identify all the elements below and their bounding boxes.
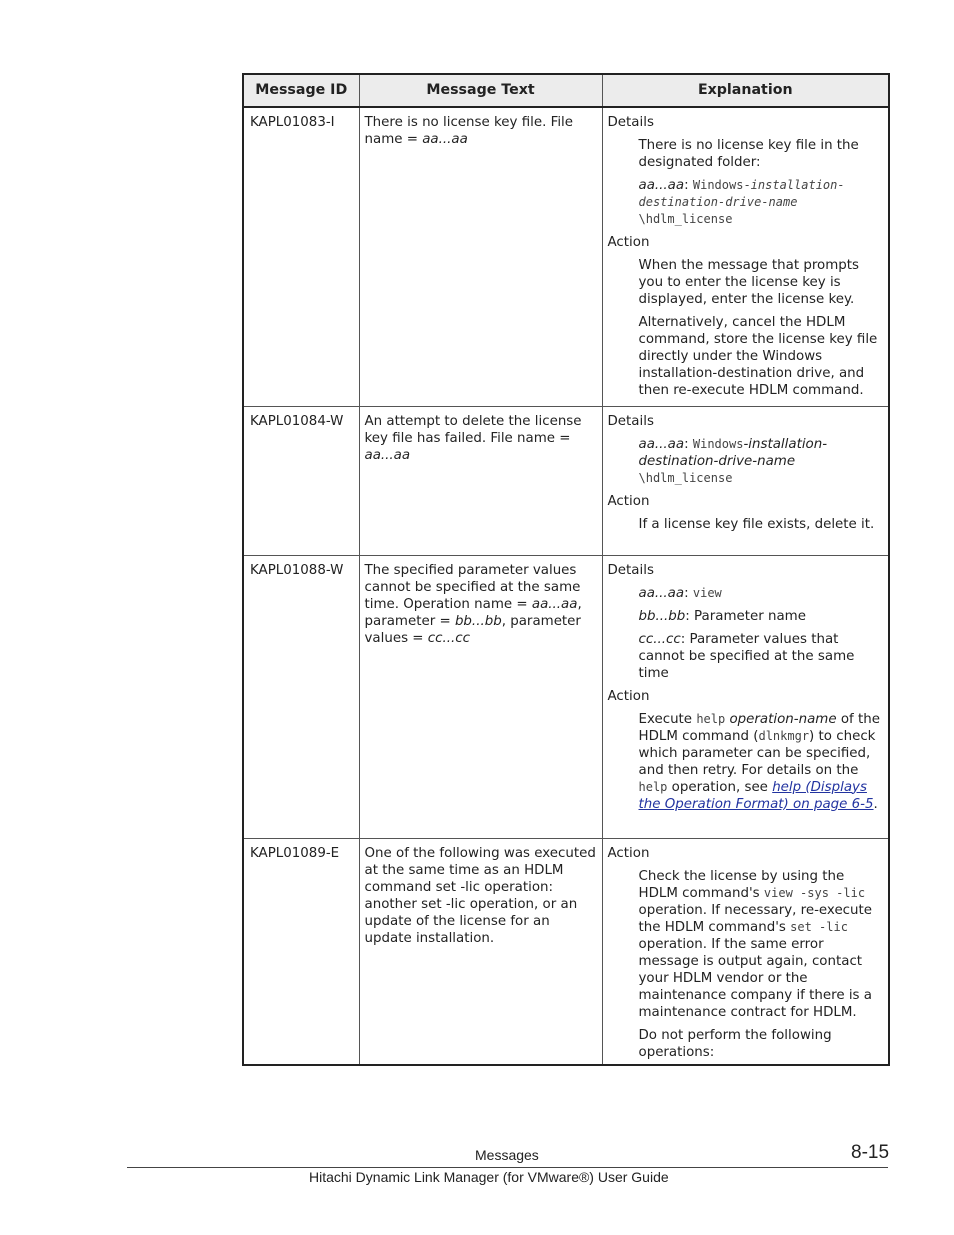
message-id: KAPL01088-W: [243, 555, 359, 838]
details-paragraph: cc...cc: Parameter values that cannot be specified at the same time: [638, 631, 855, 681]
message-id: KAPL01083-I: [243, 107, 359, 406]
explanation: [602, 838, 889, 1065]
details-paragraph: aa...aa: view: [638, 585, 722, 601]
messages-table: [242, 73, 890, 1066]
table-row: [243, 107, 889, 406]
message-text: One of the following was executed at the same time as an HDLM command set -lic operation: another set -lic operation, or an update of the license for an update installation.: [359, 838, 602, 1065]
footer-guide-title: Hitachi Dynamic Link Manager (for VMware®) User Guide: [309, 1169, 669, 1185]
footer-section-title: Messages: [475, 1147, 539, 1163]
details-label: Details: [607, 562, 654, 578]
details-label: Details: [607, 413, 654, 429]
message-text: There is no license key file. File name = aa...aa: [359, 107, 602, 406]
details-paragraph: There is no license key file in the designated folder:: [638, 138, 859, 170]
explanation: [602, 107, 889, 406]
footer-divider: [127, 1167, 888, 1168]
action-paragraph: Check the license by using the HDLM command's view -sys -lic operation. If necessary, re-execute the HDLM command's set -lic operation. If the same error message is output again, contact your HDLM vendor or the maintenance company if there is a maintenance contract for HDLM.: [638, 868, 873, 1020]
action-paragraph: Do not perform the following operations:: [638, 1027, 832, 1060]
action-label: Action: [607, 235, 650, 250]
help-operation-link[interactable]: help (Displays the Operation Format) on page 6-5: [638, 779, 874, 812]
column-header-message-text: Message Text: [359, 74, 602, 107]
details-label: Details: [607, 115, 654, 130]
column-header-explanation: Explanation: [602, 74, 889, 107]
action-label: Action: [607, 493, 650, 509]
details-paragraph: bb...bb: Parameter name: [638, 608, 806, 624]
action-paragraph: If a license key file exists, delete it.: [638, 516, 875, 532]
table-header-row: [243, 74, 889, 107]
table-row: [243, 406, 889, 555]
action-paragraph: When the message that prompts you to enter the license key is displayed, enter the license key.: [638, 258, 860, 307]
column-header-message-id: Message ID: [243, 74, 359, 107]
message-id: KAPL01089-E: [243, 838, 359, 1065]
details-paragraph: aa...aa: Windows-installation-destination-drive-name \hdlm_license: [638, 436, 828, 485]
message-text: The specified parameter values cannot be specified at the same time. Operation name = aa...aa, parameter = bb...bb, parameter values = cc...cc: [359, 555, 602, 838]
page-number: 8-15: [851, 1142, 890, 1163]
action-paragraph: Alternatively, cancel the HDLM command, store the license key file directly under the Windows installation-destination drive, and then re-execute HDLM command.: [638, 315, 878, 398]
message-text: An attempt to delete the license key file has failed. File name = aa...aa: [359, 406, 602, 555]
action-label: Action: [607, 845, 650, 861]
explanation: [602, 555, 889, 838]
action-label: Action: [607, 688, 650, 704]
message-id: KAPL01084-W: [243, 406, 359, 555]
table-row: [243, 555, 889, 838]
table-row: [243, 838, 889, 1065]
action-paragraph: Execute help operation-name of the HDLM command (dlnkmgr) to check which parameter can be specified, and then retry. For details on the help operation, see help (Displays the Operation Format) on page 6-5.: [638, 711, 880, 812]
explanation: [602, 406, 889, 555]
details-paragraph: aa...aa: Windows-installation-destination-drive-name \hdlm_license: [638, 178, 845, 226]
